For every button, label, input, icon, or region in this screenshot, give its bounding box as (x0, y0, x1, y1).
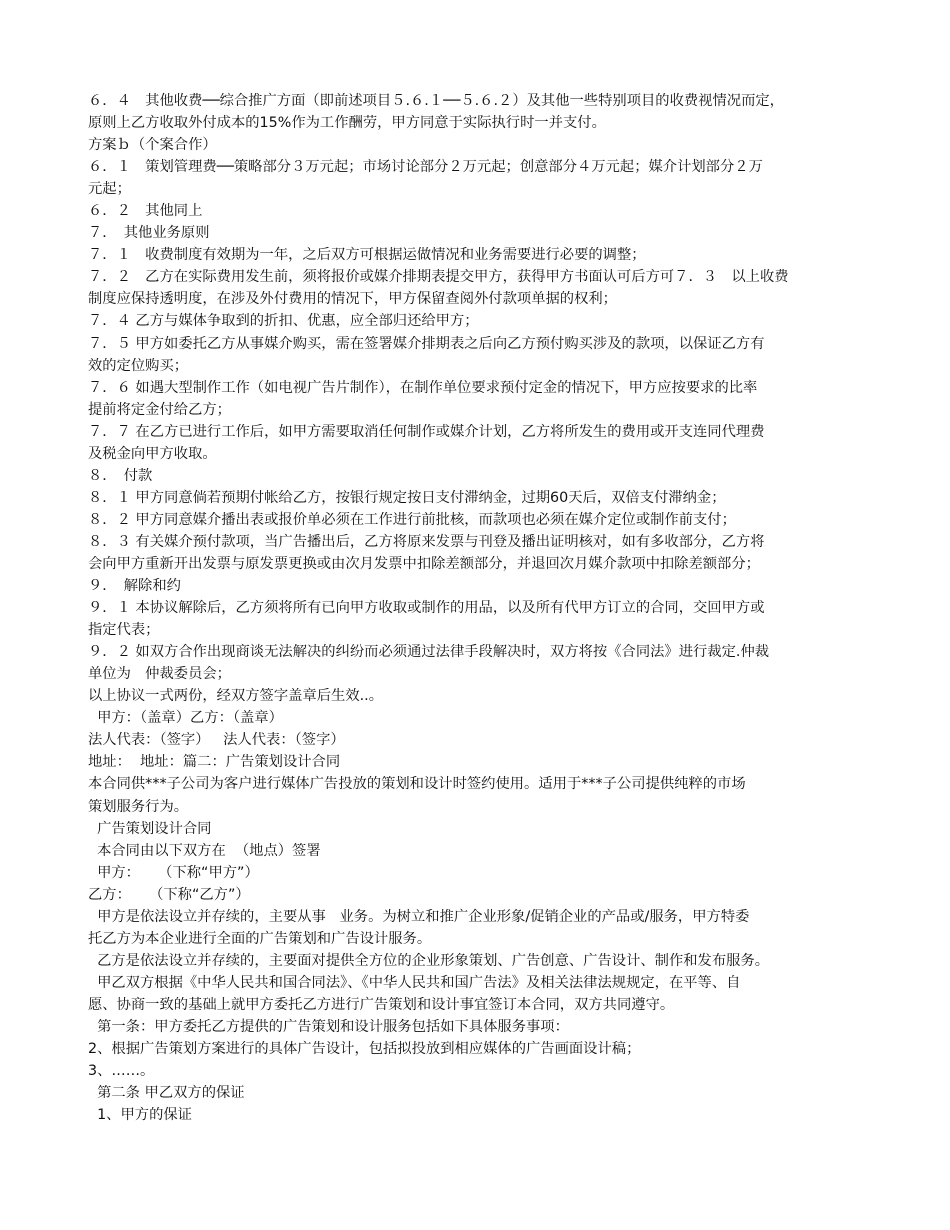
article-heading: 第一条：甲方委托乙方提供的广告策划和设计服务包括如下具体服务事项： (88, 1018, 569, 1035)
text-line: 原则上乙方收取外付成本的15%作为工作酬劳，甲方同意于实际执行时一并支付。 (88, 115, 606, 132)
text-line: 策划服务行为。 (88, 798, 189, 815)
text-line: 单位为 仲裁委员会； (88, 666, 231, 683)
text-line: ７．２ 乙方在实际费用发生前，须将报价或媒介排期表提交甲方，获得甲方书面认可后方可７．３ 以上收费 (88, 269, 789, 286)
text-line: 乙方是依法设立并存续的，主要面对提供全方位的企业形象策划、广告创意、广告设计、制作和发布服务。 (88, 952, 770, 969)
contract-title: 广告策划设计合同 (88, 820, 212, 837)
text-line: 甲方是依法设立并存续的，主要从事 业务。为树立和推广企业形象/促销企业的产品或/服务，甲方特委 (88, 908, 750, 925)
text-line: 2、根据广告策划方案进行的具体广告设计，包括拟投放到相应媒体的广告画面设计稿； (88, 1041, 641, 1058)
text-line: ６．１ 策划管理费──策略部分３万元起；市场讨论部分２万元起；创意部分４万元起；媒介计划部分２万 (88, 159, 763, 176)
text-line: 指定代表； (88, 622, 160, 639)
text-line: 3、……。 (88, 1063, 155, 1080)
text-line: ７．４ 乙方与媒体争取到的折扣、优惠，应全部归还给甲方； (88, 313, 479, 330)
text-line: 1、甲方的保证 (88, 1107, 192, 1124)
section-heading: ８． 付款 (88, 467, 153, 484)
text-line: ７．５ 甲方如委托乙方从事媒介购买，需在签署媒介排期表之后向乙方预付购买涉及的款项，以保证乙方有 (88, 335, 765, 352)
text-line: 甲乙双方根据《中华人民共和国合同法》、《中华人民共和国广告法》及相关法律法规规定，在平等、自 (88, 974, 741, 991)
text-line: 方案ｂ（个案合作） (88, 137, 217, 154)
text-line: 及税金向甲方收取。 (88, 445, 217, 462)
text-line: ７．６ 如遇大型制作工作（如电视广告片制作），在制作单位要求预付定金的情况下，甲方应按要求的比率 (88, 379, 758, 396)
text-line: 愿、协商一致的基础上就甲方委托乙方进行广告策划和设计事宜签订本合同，双方共同遵守。 (88, 996, 675, 1013)
article-heading: 第二条 甲乙双方的保证 (88, 1085, 245, 1102)
text-line: 会向甲方重新开出发票与原发票更换或由次月发票中扣除差额部分，并退回次月媒介款项中扣除差额部分； (88, 555, 760, 572)
text-line: ７．１ 收费制度有效期为一年，之后双方可根据运做情况和业务需要进行必要的调整； (88, 247, 646, 264)
text-line: ８．２ 甲方同意媒介播出表或报价单必须在工作进行前批核，而款项也必须在媒介定位或制作前支付； (88, 511, 736, 528)
section-heading: ７． 其他业务原则 (88, 225, 210, 242)
text-line: ６．４ 其他收费──综合推广方面（即前述项目５.６.１──５.６.２）及其他一些特别项目的收费视情况而定， (88, 93, 784, 109)
text-line: ６．２ 其他同上 (88, 203, 203, 220)
text-line: 效的定位购买； (88, 357, 189, 374)
signature-line: 甲方：（盖章）乙方：（盖章） (88, 710, 283, 727)
party-line: 甲方： （下称“甲方”） (88, 864, 259, 881)
text-line: ８．１ 甲方同意倘若预期付帐给乙方，按银行规定按日支付滞纳金，过期60天后，双倍支付滞纳金； (88, 489, 726, 506)
signature-line: 法人代表：（签字） 法人代表：（签字） (88, 732, 345, 749)
text-line: 托乙方为本企业进行全面的广告策划和广告设计服务。 (88, 930, 432, 947)
text-line: ８．３ 有关媒介预付款项，当广告播出后，乙方将原来发票与刊登及播出证明核对，如有多收部分，乙方将 (88, 533, 765, 550)
text-line: ９．１ 本协议解除后，乙方须将所有已向甲方收取或制作的用品，以及所有代甲方订立的合同，交回甲方或 (88, 600, 765, 617)
address-line: 地址： 地址：篇二：广告策划设计合同 (88, 754, 341, 771)
text-line: 以上协议一式两份，经双方签字盖章后生效..。 (88, 688, 384, 705)
text-line: 提前将定金付给乙方； (88, 401, 231, 418)
text-line: 本合同由以下双方在 （地点）签署 (88, 842, 321, 859)
text-line: ７．７ 在乙方已进行工作后，如甲方需要取消任何制作或媒介计划，乙方将所发生的费用或开支连同代理费 (88, 423, 765, 440)
text-line: 本合同供***子公司为客户进行媒体广告投放的策划和设计时签约使用。适用于***子公司提供纯粹的市场 (88, 776, 746, 793)
section-heading: ９． 解除和约 (88, 578, 181, 595)
document-body (88, 90, 858, 1126)
text-line: 制度应保持透明度，在涉及外付费用的情况下，甲方保留查阅外付款项单据的权利； (88, 291, 617, 308)
text-line: 元起； (88, 181, 131, 198)
party-line: 乙方： （下称“乙方”） (88, 886, 250, 903)
text-line: ９．２ 如双方合作出现商谈无法解决的纠纷而必须通过法律手段解决时，双方将按《合同法》进行裁定.仲裁 (88, 644, 770, 661)
